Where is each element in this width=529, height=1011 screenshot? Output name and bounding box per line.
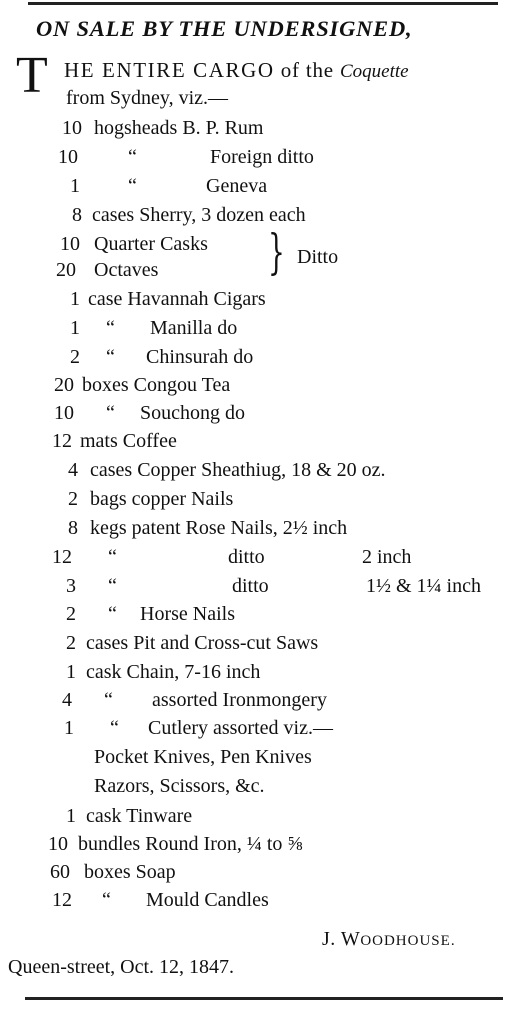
- cargo-description: Manilla do: [150, 317, 238, 339]
- cargo-description: case Havannah Cigars: [88, 288, 266, 310]
- ditto-mark: “: [104, 689, 113, 711]
- cargo-description: bags copper Nails: [90, 488, 234, 510]
- intro-caps: HE ENTIRE CARGO: [64, 58, 275, 82]
- cargo-description: Octaves: [94, 259, 159, 281]
- cargo-quantity: 2: [66, 632, 76, 654]
- cargo-description: cases Sherry, 3 dozen each: [92, 204, 306, 226]
- ditto-mark: “: [106, 402, 115, 424]
- bottom-rule: [25, 997, 503, 1000]
- cargo-description: kegs patent Rose Nails, 2½ inch: [90, 517, 348, 539]
- intro-line-2: from Sydney, viz.—: [66, 87, 229, 109]
- cargo-quantity: 1: [66, 661, 76, 683]
- cargo-quantity: 10: [60, 233, 80, 255]
- cargo-quantity: 4: [68, 459, 78, 481]
- cargo-quantity: 10: [62, 117, 82, 139]
- cargo-quantity: 2: [68, 488, 78, 510]
- cargo-quantity: 1: [66, 805, 76, 827]
- ditto-mark: “: [102, 889, 111, 911]
- cargo-quantity: 10: [48, 833, 68, 855]
- ditto-mark: “: [108, 575, 117, 597]
- advertisement-heading: ON SALE BY THE UNDERSIGNED,: [36, 16, 413, 41]
- cargo-description: ditto: [228, 546, 265, 568]
- cargo-quantity: 12: [52, 546, 72, 568]
- cargo-quantity: 20: [56, 259, 76, 281]
- cargo-description: mats Coffee: [80, 430, 177, 452]
- cargo-description: cases Pit and Cross-cut Saws: [86, 632, 319, 654]
- cargo-quantity: 2: [66, 603, 76, 625]
- ship-name: Coquette: [339, 61, 409, 82]
- ditto-mark: “: [128, 175, 137, 197]
- cargo-description: Horse Nails: [140, 603, 235, 625]
- cargo-description: cask Chain, 7-16 inch: [86, 661, 261, 683]
- signature: [322, 928, 456, 951]
- ditto-mark: “: [106, 346, 115, 368]
- cargo-quantity: 8: [72, 204, 82, 226]
- quarter-casks-brace: }: [268, 224, 285, 280]
- ditto-mark: “: [106, 317, 115, 339]
- cargo-description: Foreign ditto: [210, 146, 314, 168]
- cargo-description: boxes Congou Tea: [82, 374, 231, 396]
- cargo-size: 1½ & 1¼ inch: [366, 575, 481, 597]
- cargo-description: Pocket Knives, Pen Knives: [94, 746, 312, 768]
- cargo-description: hogsheads B. P. Rum: [94, 117, 264, 139]
- cargo-description: ditto: [232, 575, 269, 597]
- dateline: Queen-street, Oct. 12, 1847.: [8, 956, 235, 978]
- cargo-description: Geneva: [206, 175, 268, 197]
- cargo-description: boxes Soap: [84, 861, 176, 883]
- intro-line-1: [64, 58, 409, 83]
- signature-rest: OODHOUSE.: [360, 933, 456, 949]
- cargo-quantity: 60: [50, 861, 70, 883]
- cargo-quantity: 8: [68, 517, 78, 539]
- top-rule: [28, 2, 498, 5]
- cargo-description: Chinsurah do: [146, 346, 254, 368]
- cargo-quantity: 12: [52, 889, 72, 911]
- intro-rest: of the: [280, 58, 334, 82]
- cargo-size: 2 inch: [362, 546, 412, 568]
- signature-initial: J. W: [322, 928, 361, 950]
- cargo-quantity: 1: [70, 175, 80, 197]
- cargo-description: Cutlery assorted viz.—: [148, 717, 333, 739]
- cargo-description: Quarter Casks: [94, 233, 208, 255]
- cargo-quantity: 1: [70, 317, 80, 339]
- cargo-quantity: 3: [66, 575, 76, 597]
- cargo-quantity: 10: [58, 146, 78, 168]
- cargo-description: Mould Candles: [146, 889, 269, 911]
- cargo-quantity: 1: [64, 717, 74, 739]
- cargo-description: Razors, Scissors, &c.: [94, 775, 265, 797]
- cargo-description: cask Tinware: [86, 805, 193, 827]
- drop-cap: T: [16, 47, 48, 104]
- ditto-mark: “: [128, 146, 137, 168]
- ditto-mark: “: [108, 546, 117, 568]
- cargo-quantity: 4: [62, 689, 72, 711]
- cargo-quantity: 12: [52, 430, 72, 452]
- cargo-description: cases Copper Sheathiug, 18 & 20 oz.: [90, 459, 386, 481]
- brace-label: Ditto: [297, 246, 339, 268]
- cargo-description: Souchong do: [140, 402, 245, 424]
- cargo-description: assorted Ironmongery: [152, 689, 327, 711]
- cargo-quantity: 20: [54, 374, 74, 396]
- cargo-description: bundles Round Iron, ¼ to ⅝: [78, 833, 303, 855]
- ditto-mark: “: [108, 603, 117, 625]
- cargo-quantity: 10: [54, 402, 74, 424]
- ditto-mark: “: [110, 717, 119, 739]
- cargo-quantity: 1: [70, 288, 80, 310]
- cargo-quantity: 2: [70, 346, 80, 368]
